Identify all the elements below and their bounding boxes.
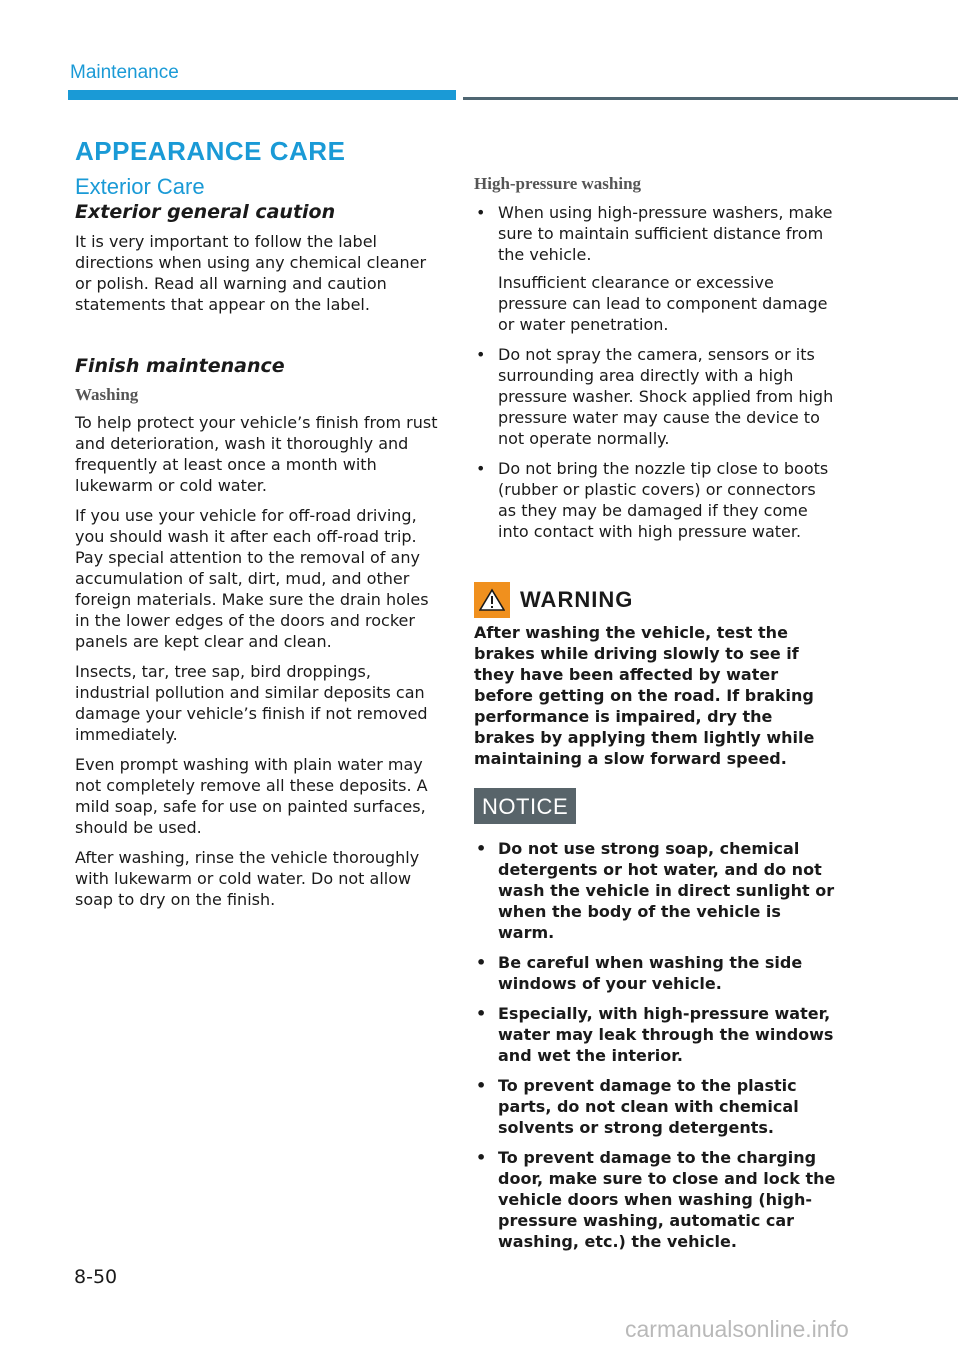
- washing-paragraph: Even prompt washing with plain water may not completely remove all these deposits. A mild soap, safe for use on painted surfaces, should be used.: [75, 755, 428, 837]
- washing-paragraph: To help protect your vehicle’s finish from rust and deterioration, wash it thoroughly and frequently at least once a month with lukewarm or cold water.: [75, 413, 438, 495]
- notice-box: [474, 788, 836, 1261]
- warning-triangle-icon: [474, 582, 510, 618]
- warning-box: [474, 582, 836, 769]
- list-item: [474, 1003, 836, 1066]
- washing-paragraph: Insects, tar, tree sap, bird droppings, industrial pollution and similar deposits can damage your vehicle’s finish if not removed immediately.: [75, 662, 428, 744]
- bullet-icon: •: [476, 345, 486, 364]
- chapter-title: Maintenance: [70, 62, 179, 83]
- notice-bullet-text: To prevent damage to the plastic parts, do not clean with chemical solvents or strong detergents.: [498, 1076, 799, 1137]
- notice-list: [474, 838, 836, 1252]
- finish-maintenance-heading: Finish maintenance: [75, 355, 285, 377]
- exterior-caution-text: It is very important to follow the label directions when using any chemical cleaner or polish. Read all warning and caution statements that appear on the label.: [75, 232, 427, 314]
- header-accent-bar: [68, 90, 456, 100]
- warning-text: After washing the vehicle, test the brakes while driving slowly to see if they have been affected by water before getting on the road. If braking performance is impaired, dry the brakes by applying them lightly while maintaining a slow forward speed.: [474, 623, 815, 768]
- header-rule: [463, 97, 958, 100]
- notice-label: NOTICE: [474, 788, 576, 824]
- watermark: carmanualsonline.info: [625, 1316, 849, 1342]
- bullet-icon: •: [476, 459, 486, 478]
- bullet-text: Do not spray the camera, sensors or its surrounding area directly with a high pressure washer. Shock applied from high pressure water may cause the device to not operate normally.: [498, 345, 834, 448]
- warning-label: WARNING: [520, 587, 634, 612]
- bullet-icon: •: [476, 203, 486, 222]
- warning-header: [474, 582, 836, 618]
- high-pressure-list-wrap: [474, 202, 836, 551]
- list-item: [474, 1147, 836, 1252]
- washing-paragraph: After washing, rinse the vehicle thoroughly with lukewarm or cold water. Do not allow soap to dry on the finish.: [75, 848, 420, 909]
- notice-bullet-text: Be careful when washing the side windows of your vehicle.: [498, 953, 803, 993]
- page-number: 8-50: [74, 1266, 118, 1288]
- bullet-icon: •: [476, 1076, 487, 1095]
- bullet-icon: •: [476, 1148, 487, 1167]
- list-item: [474, 202, 836, 335]
- washing-paragraph: If you use your vehicle for off-road driving, you should wash it after each off-road trip. Pay special attention to the removal of any accumulation of salt, dirt, mud, and other foreign materials. Make sure the drain holes in the lower edges of the doors and rocker panels are kept clear and clean.: [75, 506, 429, 651]
- bullet-icon: •: [476, 1004, 487, 1023]
- notice-bullet-text: Do not use strong soap, chemical detergents or hot water, and do not wash the vehicle in direct sunlight or when the body of the vehicle is warm.: [498, 839, 835, 942]
- washing-paragraphs: [75, 412, 445, 910]
- notice-bullet-text: Especially, with high-pressure water, water may leak through the windows and wet the interior.: [498, 1004, 834, 1065]
- list-item: [474, 458, 836, 542]
- list-item: [474, 1075, 836, 1138]
- high-pressure-list: [474, 202, 836, 542]
- bullet-icon: •: [476, 953, 487, 972]
- list-item: [474, 952, 836, 994]
- section-title: APPEARANCE CARE: [75, 136, 346, 166]
- bullet-text: When using high-pressure washers, make sure to maintain sufficient distance from the vehicle.: [498, 203, 833, 264]
- bullet-icon: •: [476, 839, 487, 858]
- subsection-title: Exterior Care: [75, 174, 205, 199]
- high-pressure-heading: High-pressure washing: [474, 174, 642, 193]
- list-item: [474, 344, 836, 449]
- exterior-caution-heading: Exterior general caution: [75, 201, 336, 223]
- bullet-text: Do not bring the nozzle tip close to boots (rubber or plastic covers) or connectors as they may be damaged if they come into contact with high pressure water.: [498, 459, 829, 541]
- washing-heading: Washing: [75, 385, 139, 404]
- notice-bullet-text: To prevent damage to the charging door, make sure to close and lock the vehicle doors when washing (high-pressure washing, automatic car washing, etc.) the vehicle.: [498, 1148, 836, 1251]
- list-item: [474, 838, 836, 943]
- bullet-subtext: Insufficient clearance or excessive pressure can lead to component damage or water penetration.: [498, 273, 828, 334]
